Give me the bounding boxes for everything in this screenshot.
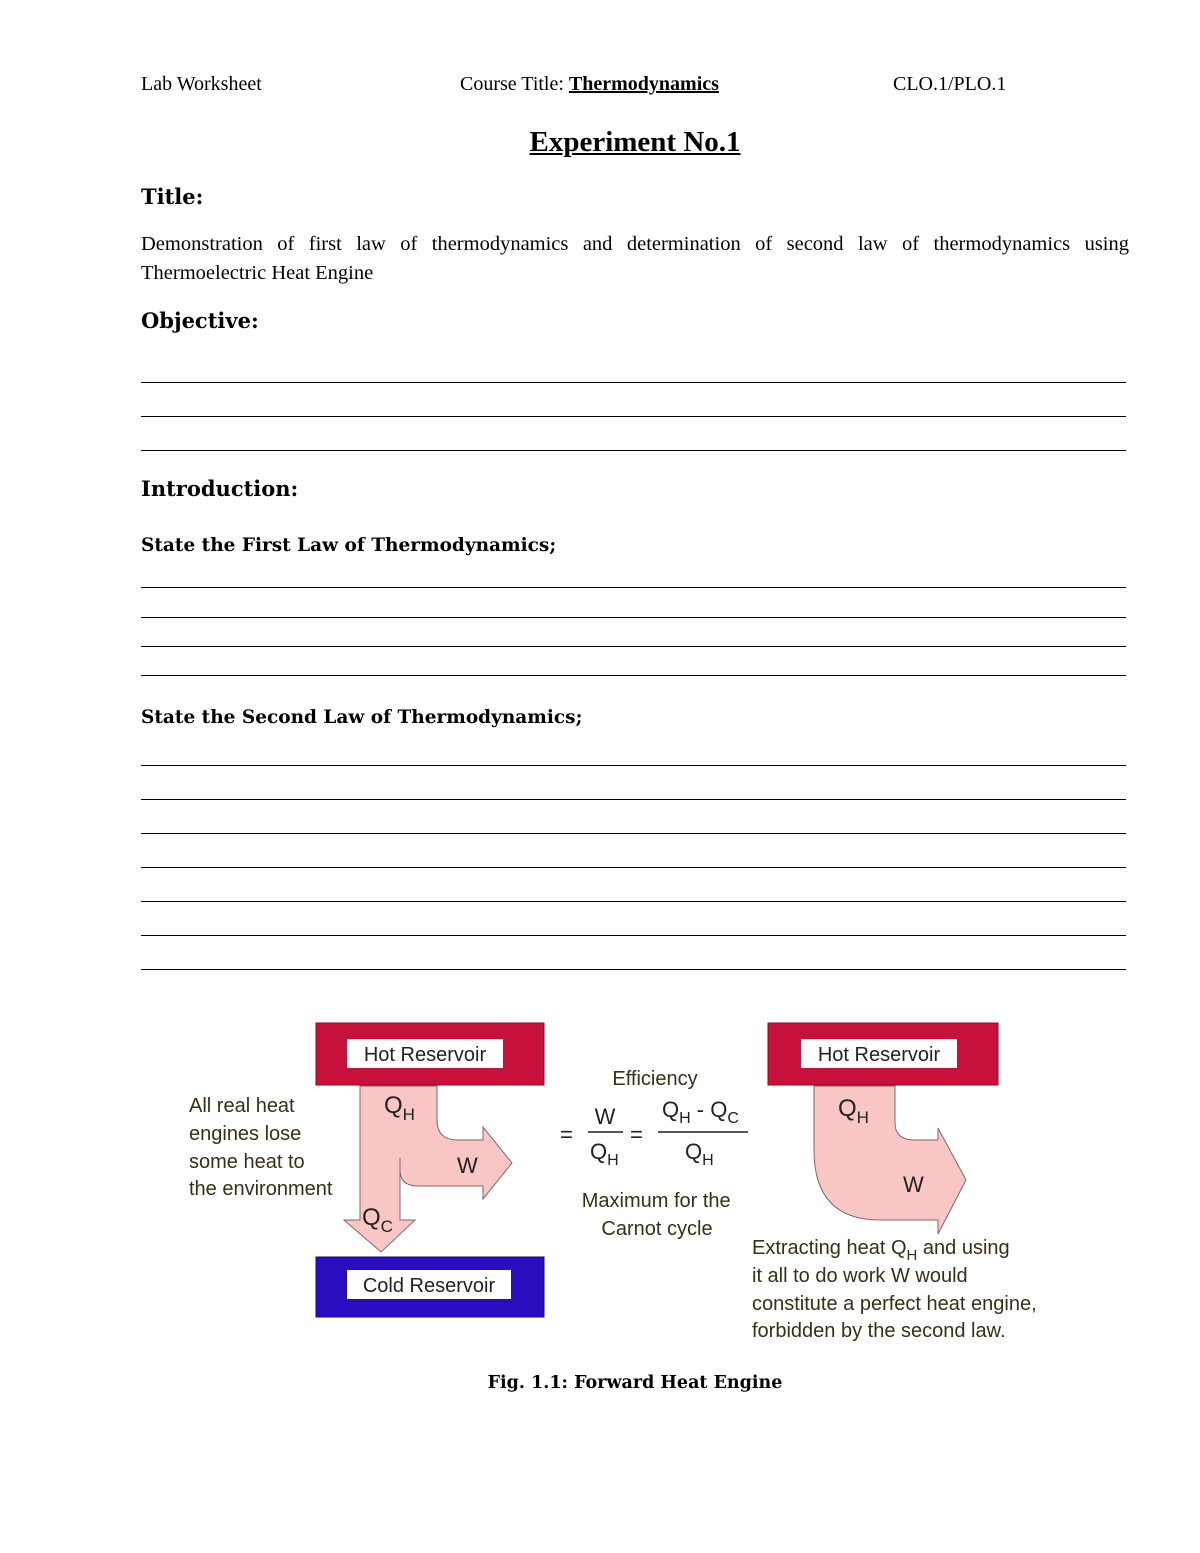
- title-text: Demonstration of first law of thermodynamics and determination of second law of thermodynamics using Thermoelectric Heat Engine: [141, 233, 1129, 284]
- objective-heading: Objective:: [141, 308, 259, 333]
- efficiency-numerator-diff: $Q_H - Q_C$: [662, 1097, 739, 1127]
- equals-sign-2: =: [630, 1122, 643, 1147]
- introduction-heading: Introduction:: [141, 476, 299, 501]
- right-hot-label: Hot Reservoir: [817, 1044, 941, 1066]
- right-qh-symbol: $Q_H$: [838, 1095, 869, 1127]
- experiment-title: Experiment No.1: [529, 126, 741, 158]
- carnot-note: Maximum for the Carnot cycle: [581, 1190, 731, 1240]
- left-w-symbol: W: [457, 1153, 478, 1178]
- title-heading: Title:: [141, 184, 204, 209]
- perfect-engine-note: Extracting heat $Q_H$ and using it all to do work W would constitute a perfect heat engine, forbidden by the second law.: [752, 1237, 1037, 1342]
- equals-sign: =: [560, 1122, 573, 1147]
- course-name: Thermodynamics: [568, 73, 719, 95]
- first-law-prompt: State the First Law of Thermodynamics;: [141, 535, 557, 556]
- second-law-prompt: State the Second Law of Thermodynamics;: [141, 707, 583, 728]
- left-qc-symbol: $Q_C$: [362, 1204, 393, 1236]
- course-prefix: Course Title:: [460, 73, 569, 95]
- left-qh-symbol: $Q_H$: [384, 1092, 415, 1124]
- efficiency-denominator-qh: $Q_H$: [590, 1139, 619, 1169]
- right-w-symbol: W: [903, 1172, 924, 1197]
- left-cold-label: Cold Reservoir: [362, 1275, 496, 1297]
- figure-caption: Fig. 1.1: Forward Heat Engine: [487, 1373, 783, 1393]
- efficiency-label: Efficiency: [612, 1068, 698, 1090]
- right-heat-flow-arrow: [814, 1086, 966, 1234]
- efficiency-numerator-w: W: [594, 1104, 616, 1129]
- header-left: Lab Worksheet: [141, 73, 262, 95]
- loss-note: All real heat engines lose some heat to the environment: [189, 1095, 333, 1200]
- efficiency-denominator-qh-2: $Q_H$: [685, 1139, 714, 1169]
- left-hot-label: Hot Reservoir: [363, 1044, 487, 1066]
- header-right: CLO.1/PLO.1: [893, 73, 1007, 95]
